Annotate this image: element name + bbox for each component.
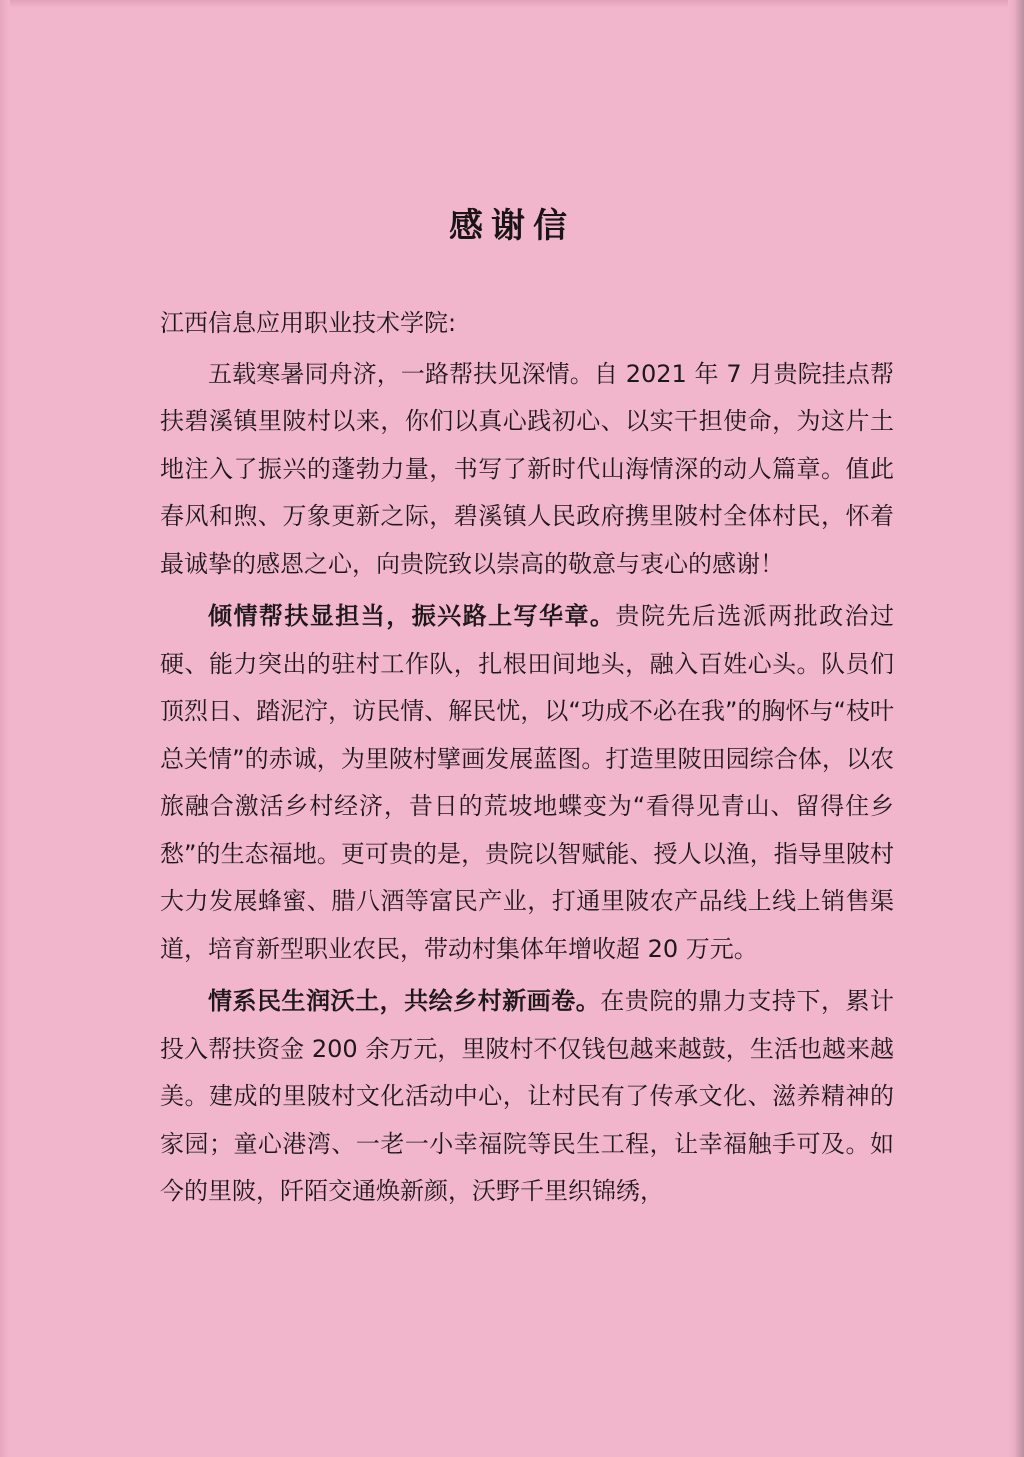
letter-body [160, 300, 894, 1216]
paragraph-1 [160, 351, 894, 589]
salutation: 江西信息应用职业技术学院: [160, 309, 457, 337]
paragraph-1-text: 五载寒暑同舟济，一路帮扶见深情。自 2021 年 7 月贵院挂点帮扶碧溪镇里陂村以来，你们以真心践初心、以实干担使命，为这片土地注入了振兴的蓬勃力量，书写了新时代山海情深的动人篇章。值此春风和煦、万象更新之际，碧溪镇人民政府携里陂村全体村民，怀着最诚挚的感恩之心，向贵院致以崇高的敬意与衷心的感谢！ [160, 359, 894, 578]
paragraph-3 [160, 978, 894, 1216]
paragraph-2 [160, 593, 894, 973]
scan-edge-top [0, 0, 1024, 8]
paragraph-3-heading: 情系民生润沃土，共绘乡村新画卷。 [208, 987, 601, 1015]
paragraph-2-heading: 倾情帮扶显担当，振兴路上写华章。 [208, 602, 616, 630]
paragraph-3-text: 在贵院的鼎力支持下，累计投入帮扶资金 200 余万元，里陂村不仅钱包越来越鼓，生活也越来越美。建成的里陂村文化活动中心，让村民有了传承文化、滋养精神的家园；童心港湾、一老一小幸福院等民生工程，让幸福触手可及。如今的里陂，阡陌交通焕新颜，沃野千里织锦绣， [160, 987, 894, 1205]
paragraph-2-text: 贵院先后选派两批政治过硬、能力突出的驻村工作队，扎根田间地头，融入百姓心头。队员们顶烈日、踏泥泞，访民情、解民忧，以“功成不必在我”的胸怀与“枝叶总关情”的赤诚，为里陂村擘画发展蓝图。打造里陂田园综合体，以农旅融合激活乡村经济，昔日的荒坡地蝶变为“看得见青山、留得住乡愁”的生态福地。更可贵的是，贵院以智赋能、授人以渔，指导里陂村大力发展蜂蜜、腊八酒等富民产业，打通里陂农产品线上线上销售渠道，培育新型职业农民，带动村集体年增收超 20 万元。 [160, 602, 895, 963]
letter-title: 感谢信 [449, 206, 575, 246]
